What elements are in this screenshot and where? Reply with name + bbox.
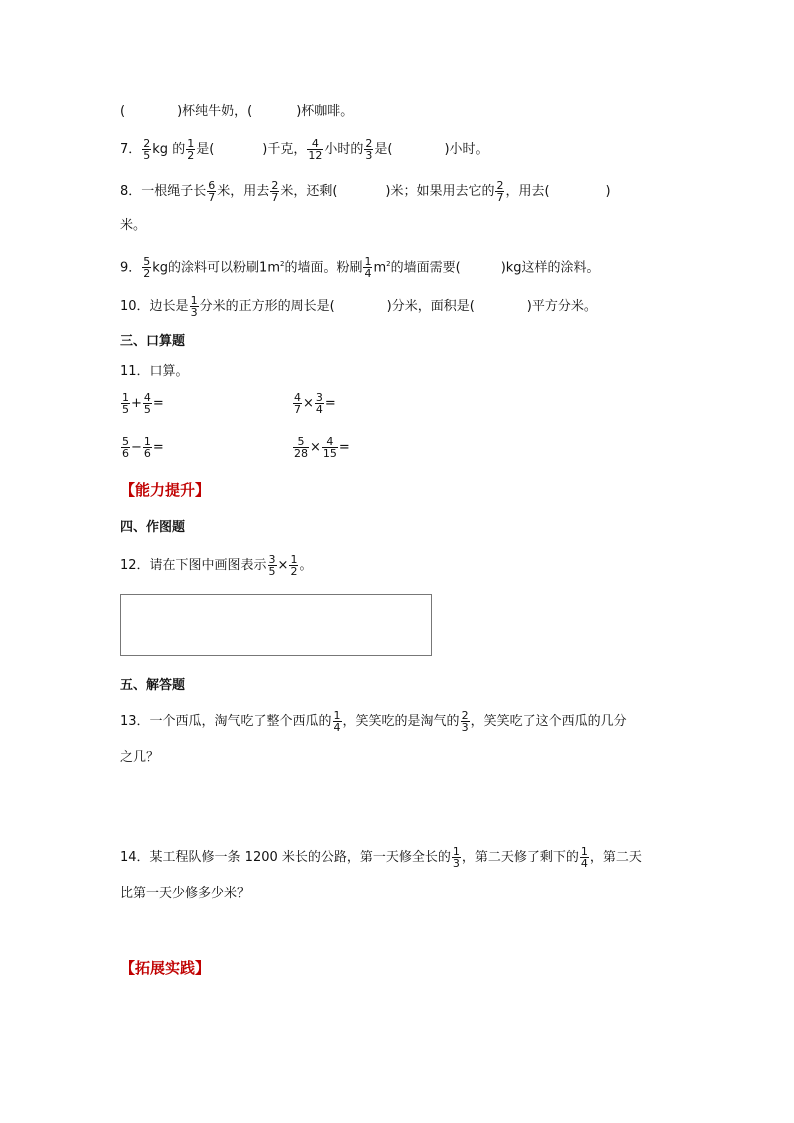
oral-item-3: $\frac{5}{6}$ − $\frac{1}{6}$ = [122, 435, 164, 460]
fraction: $\frac{1}{3}$ [452, 845, 460, 870]
section-heading-drawing: 四、作图题 [120, 520, 186, 535]
fraction: $\frac{5}{28}$ [294, 435, 308, 460]
question-12: 12．请在下图中画图表示 $\frac{3}{5}$ × $\frac{1}{2}$ 。 [120, 553, 313, 578]
heading-expand-practice: 【拓展实践】 [120, 959, 211, 977]
question-8: 8．一根绳子长 $\frac{6}{7}$ 米，用去 $\frac{2}{7}$ 米，还剩( )米；如果用去它的 $\frac{2}{7}$ ，用去( ) [120, 179, 611, 204]
fraction: $\frac{1}{4}$ [333, 709, 341, 734]
fraction: $\frac{2}{7}$ [271, 179, 279, 204]
fraction: $\frac{1}{3}$ [190, 294, 198, 319]
question-7: 7． $\frac{2}{5}$ kg 的 $\frac{1}{2}$ 是( )千克， $\frac{4}{12}$ 小时的 $\frac{2}{3}$ 是( )小时。 [120, 137, 489, 162]
fraction: $\frac{3}{4}$ [315, 391, 323, 416]
fraction: $\frac{1}{2}$ [290, 553, 298, 578]
question-8-continuation: 米。 [120, 218, 147, 233]
fraction: $\frac{5}{6}$ [122, 435, 129, 460]
fraction: $\frac{2}{3}$ [365, 137, 373, 162]
fraction: $\frac{1}{4}$ [364, 255, 372, 281]
question-14-continuation: 比第一天少修多少米？ [120, 886, 251, 901]
fraction: $\frac{2}{3}$ [461, 709, 469, 734]
fraction: $\frac{1}{5}$ [122, 391, 129, 416]
question-10: 10．边长是 $\frac{1}{3}$ 分米的正方形的周长是( )分米，面积是( )平方分米。 [120, 294, 597, 319]
fraction: $\frac{6}{7}$ [208, 179, 216, 204]
section-heading-answer: 五、解答题 [120, 678, 186, 693]
fraction: $\frac{5}{2}$ [143, 255, 151, 281]
q6-continuation: ( )杯纯牛奶，( )杯咖啡。 [120, 104, 354, 119]
fraction: $\frac{1}{6}$ [143, 435, 151, 460]
fraction: $\frac{2}{5}$ [143, 137, 151, 162]
heading-ability-improvement: 【能力提升】 [120, 481, 211, 499]
question-9: 9． $\frac{5}{2}$ kg的涂料可以粉刷$1m^2$的墙面。粉刷 $\frac{1}{4}$ $m^2$的墙面需要( )kg这样的涂料。 [120, 255, 600, 281]
fraction: $\frac{4}{12}$ [308, 137, 323, 162]
question-13: 13．一个西瓜，淘气吃了整个西瓜的 $\frac{1}{4}$ ，笑笑吃的是淘气的 $\frac{2}{3}$ ，笑笑吃了这个西瓜的几分 [120, 709, 627, 734]
drawing-area[interactable] [120, 594, 432, 656]
fraction: $\frac{1}{2}$ [187, 137, 195, 162]
oral-item-4: $\frac{5}{28}$ × $\frac{4}{15}$ = [294, 435, 350, 460]
fraction: $\frac{4}{5}$ [143, 391, 151, 416]
question-14: 14．某工程队修一条 1200 米长的公路，第一天修全长的 $\frac{1}{3}$ ，第二天修了剩下的 $\frac{1}{4}$ ，第二天 [120, 845, 642, 870]
fraction: $\frac{1}{4}$ [580, 845, 588, 870]
fraction: $\frac{2}{7}$ [496, 179, 504, 204]
section-heading-oral: 三、口算题 [120, 334, 186, 349]
fraction: $\frac{3}{5}$ [268, 553, 276, 578]
oral-item-1: $\frac{1}{5}$ + $\frac{4}{5}$ = [122, 391, 164, 416]
fraction: $\frac{4}{7}$ [294, 391, 301, 416]
oral-item-2: $\frac{4}{7}$ × $\frac{3}{4}$ = [294, 391, 336, 416]
question-13-continuation: 之几？ [120, 750, 160, 765]
fraction: $\frac{4}{15}$ [322, 435, 337, 460]
question-11: 11．口算。 [120, 364, 189, 379]
